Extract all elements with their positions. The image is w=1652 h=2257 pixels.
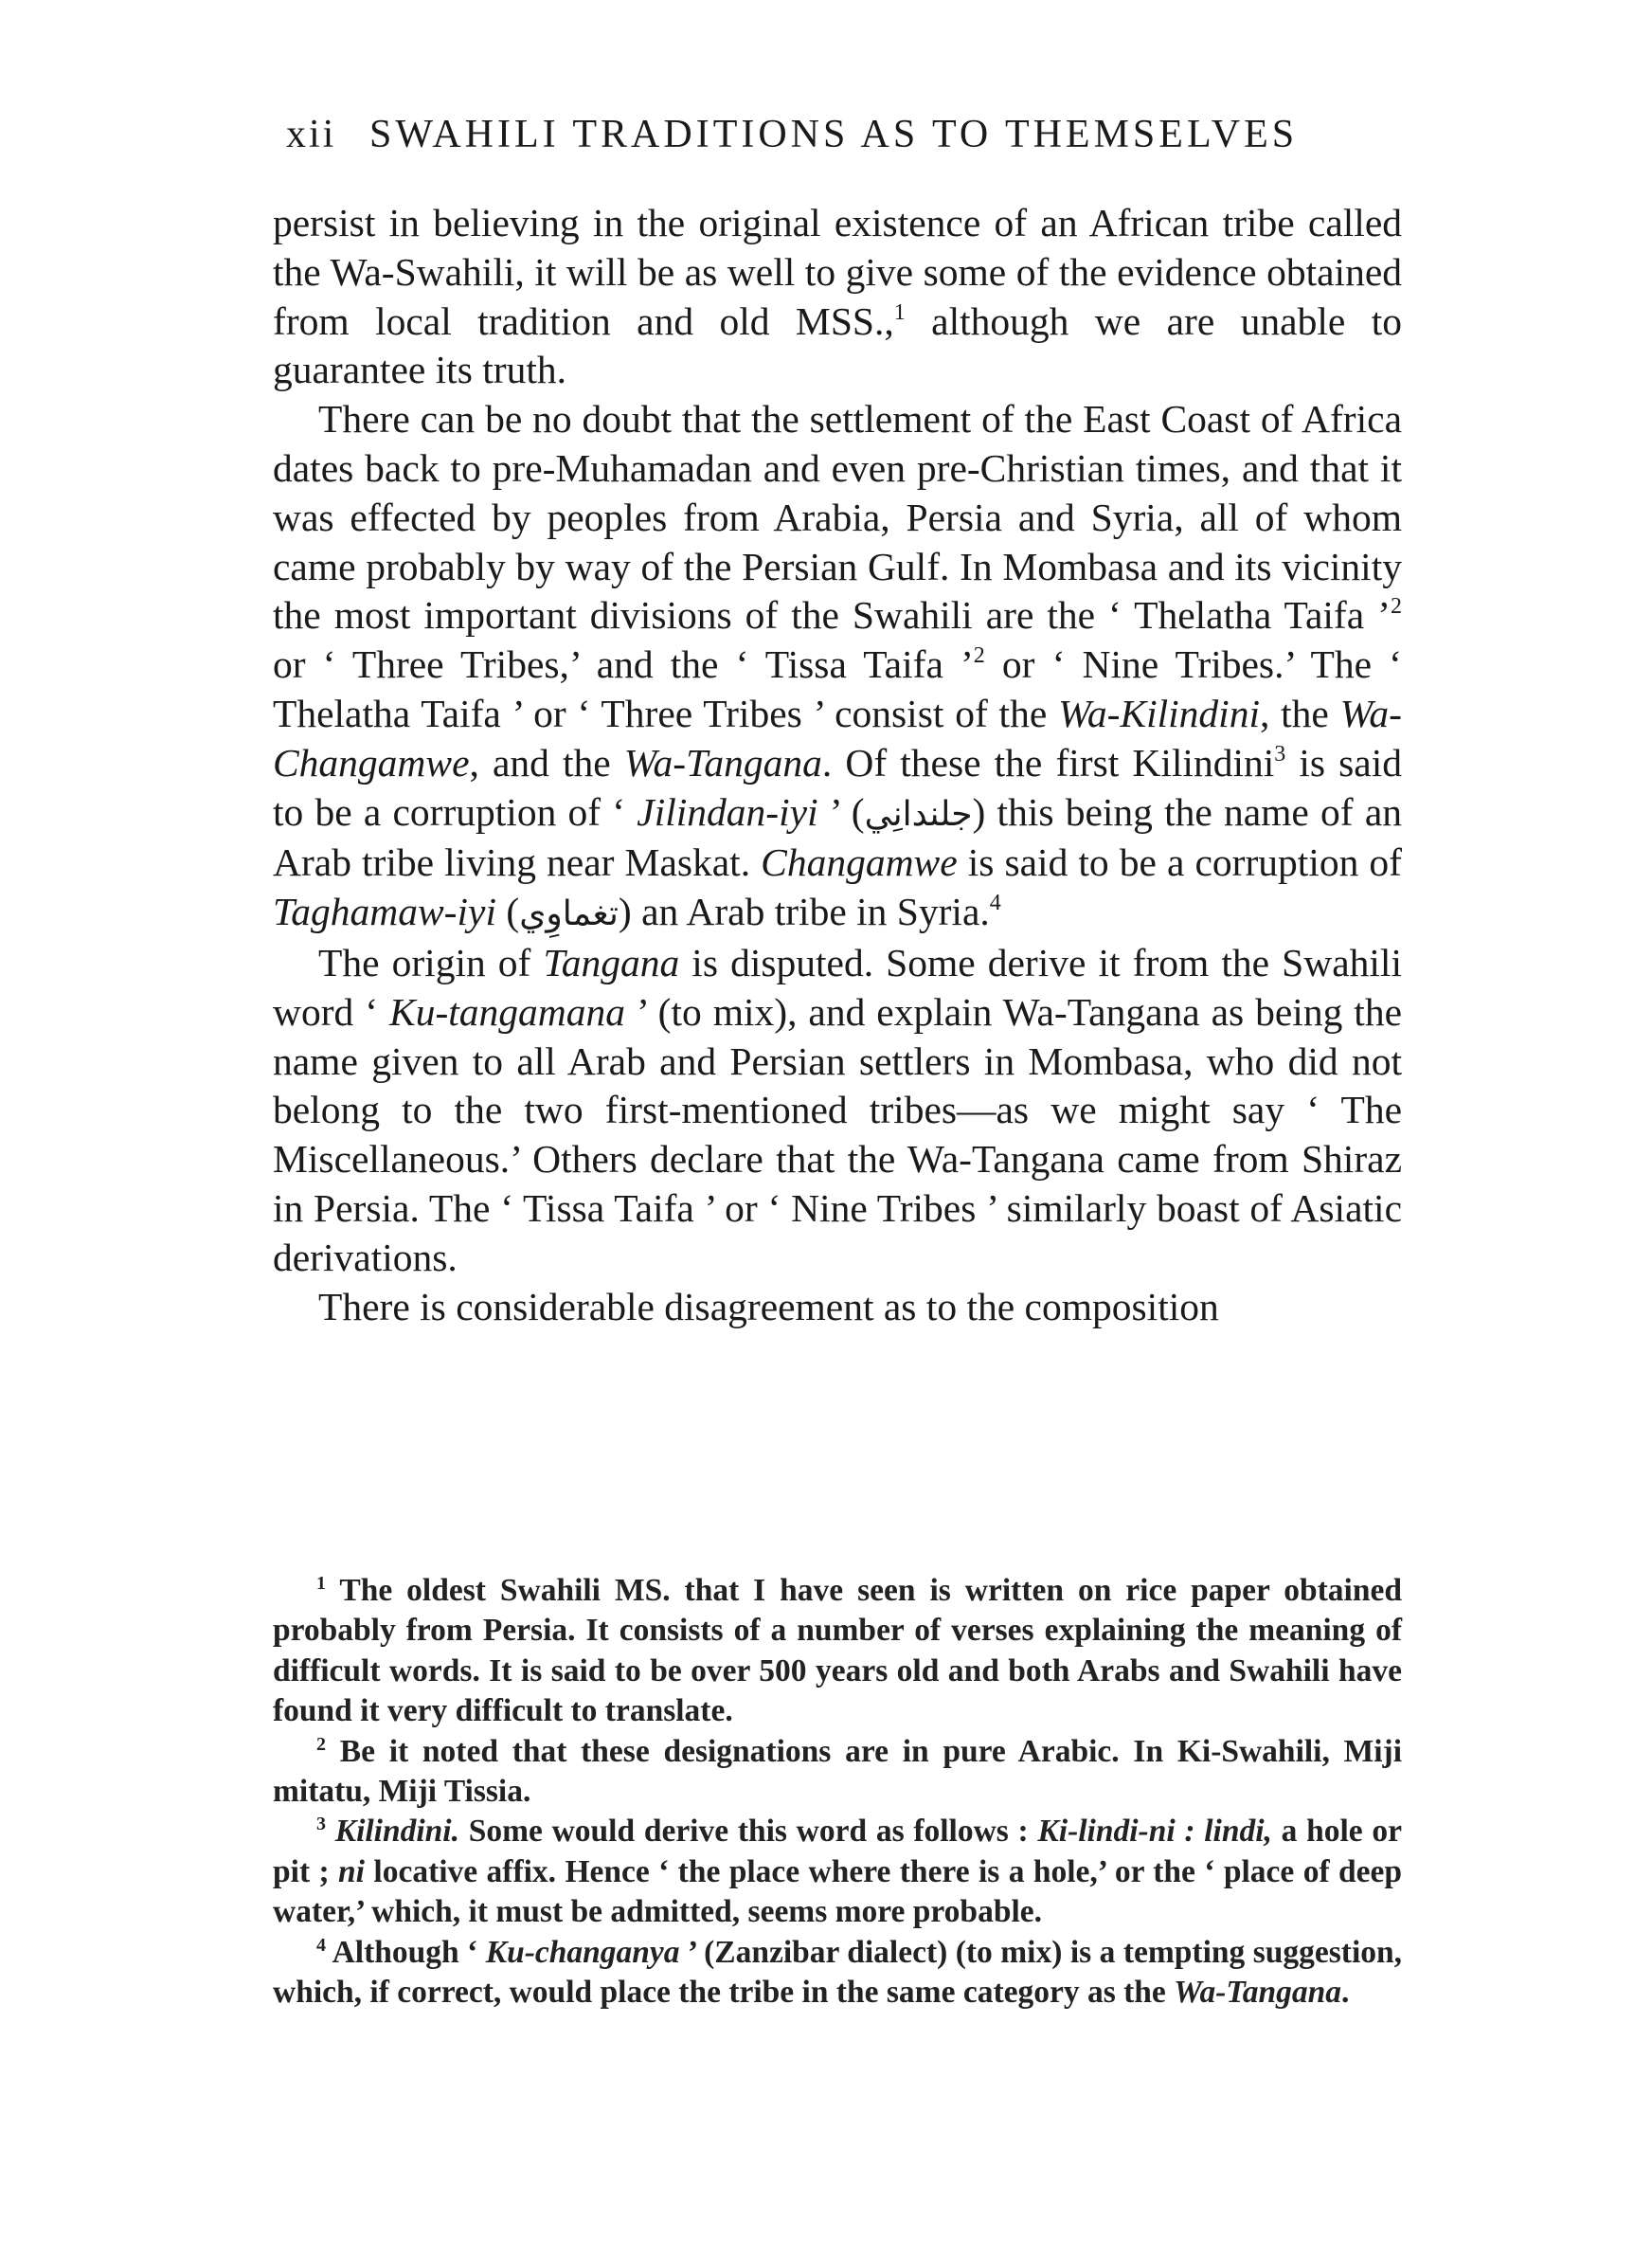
italic-term: Wa-Kilindini [1058,691,1260,735]
running-title: SWAHILI TRADITIONS AS TO THEMSELVES [369,113,1299,156]
arabic-term: تغماوِي [519,894,619,934]
italic-term: Ki-lindi-ni : [1037,1814,1195,1850]
paragraph-2-text: ) an Arab tribe in Syria. [618,890,990,934]
italic-term: Wa-Tangana [623,740,822,785]
footnote-ref-2: 2 [1391,594,1402,620]
footnote-text: . [1341,1975,1350,2011]
footnote-text: ’ (Zanzibar dialect) (to mix) is a tempting suggestion, which, if correct, would place the tribe in the same category as the [273,1934,1403,2011]
paragraph-2-text: , the [1259,691,1340,735]
italic-term: Jilindan-iyi [637,789,818,834]
paragraph-2-text: ( [495,890,520,934]
footnote-text: a hole or pit ; [273,1814,1402,1889]
paragraph-2 [273,395,1402,939]
footnote-number: 1 [316,1573,326,1594]
footnote-3 [273,1812,1402,1932]
paragraph-1 [273,199,1402,395]
footnote-ref-1: 1 [893,299,906,325]
italic-term: Wa-Changamwe [273,691,1402,785]
italic-term: ni [338,1853,365,1889]
paragraph-4: There is considerable disagreement as to the composition [318,1284,1219,1328]
paragraph-2-text: or ‘ Nine Tribes.’ The ‘ Thelatha Taifa ’ or ‘ Three Tribes ’ consist of the [273,642,1402,735]
paragraph-3-text: The origin of [318,940,544,984]
footnote-text: Be it noted that these designations are in pure Arabic. In Ki-Swahili, Miji mitatu, Miji Tissia. [273,1733,1402,1810]
paragraph-2-text: is said to be a corruption of [957,840,1402,885]
footnote-2 [273,1732,1402,1813]
paragraph-3-text: ’ (to mix), and explain Wa-Tangana as being the name given to all Arab and Persian settlers in Mombasa, who did not belong to the two first-mentioned tribes—as we might say ‘ The Miscellaneous.’ Others declare that the Wa-Tangana came from Shiraz in Persia. The ‘ Tissa Taifa ’ or ‘ Nine Tribes ’ similarly boast of Asiatic derivations. [273,989,1402,1279]
paragraph-2-text: ) this being the name of an Arab tribe living near Maskat. [273,789,1402,885]
arabic-term: جلندانِي [864,794,973,834]
paragraph-1-text-end: although we are unable to guarantee its truth. [273,298,1402,392]
paragraph-3-text: is disputed. Some derive it from the Swahili word ‘ [273,940,1402,1034]
italic-term: lindi, [1204,1814,1272,1850]
paragraph-2-text: , and the [469,740,624,785]
footnote-text [1195,1814,1205,1849]
footnote-4 [273,1933,1402,2013]
italic-term: Ku-tangamana [389,989,626,1034]
footnote-text: Although ‘ [326,1934,486,1970]
footnote-number: 3 [316,1814,326,1835]
running-header [273,112,1402,169]
paragraph-2-text: . Of these the first Kilindini [821,740,1275,785]
footnote-1 [273,1571,1402,1732]
footnote-text: The oldest Swahili MS. that I have seen is written on rice paper obtained probably from Persia. It consists of a number of verses explaining the meaning of difficult words. It is said to be over 500 years old and both Arabs and Swahili have found it very difficult to translate. [273,1573,1402,1729]
paragraph-2-text: There can be no doubt that the settlement of the East Coast of Africa dates back to pre-Muhamadan and even pre-Christian times, and that it was effected by peoples from Arabia, Persia and Syria, all of whom came probably by way of the Persian Gulf. In Mombasa and its vicinity the most important divisions of the Swahili are the ‘ Thelatha Taifa ’ [273,397,1402,638]
footnote-text: locative affix. Hence ‘ the place where there is a hole,’ or the ‘ place of deep water,’ which, it must be admitted, seems more probable. [273,1853,1402,1930]
italic-term: Tangana [543,940,680,984]
footnote-text: Some would derive this word as follows : [459,1814,1038,1850]
footnotes [273,1571,1402,2013]
italic-term: Taghamaw-iyi [273,890,496,934]
italic-term: Ku-changanya [485,1934,680,1970]
footnote-ref-3: 3 [1274,741,1286,767]
main-text [273,199,1402,1331]
paragraph-3 [273,939,1402,1283]
paragraph-1-text: persist in believing in the original existence of an African tribe called the Wa-Swahili, it will be as well to give some of the evidence obtained from local tradition and old MSS., [273,201,1402,343]
paragraph-2-text: or ‘ Three Tribes,’ and the ‘ Tissa Taifa ’ [273,642,974,687]
italic-term: Wa-Tangana [1174,1975,1342,2011]
italic-term: Changamwe [761,840,958,885]
page-number: xii [286,113,337,156]
footnote-ref-4: 4 [989,891,1001,916]
paragraph-2-text: ’ ( [817,789,865,834]
footnote-number: 4 [316,1934,326,1956]
paragraph-2-text: is said to be a corruption of ‘ [273,740,1402,834]
italic-term: Kilindini. [334,1814,459,1850]
footnote-number: 2 [316,1733,326,1755]
footnote-ref-2: 2 [973,643,985,669]
